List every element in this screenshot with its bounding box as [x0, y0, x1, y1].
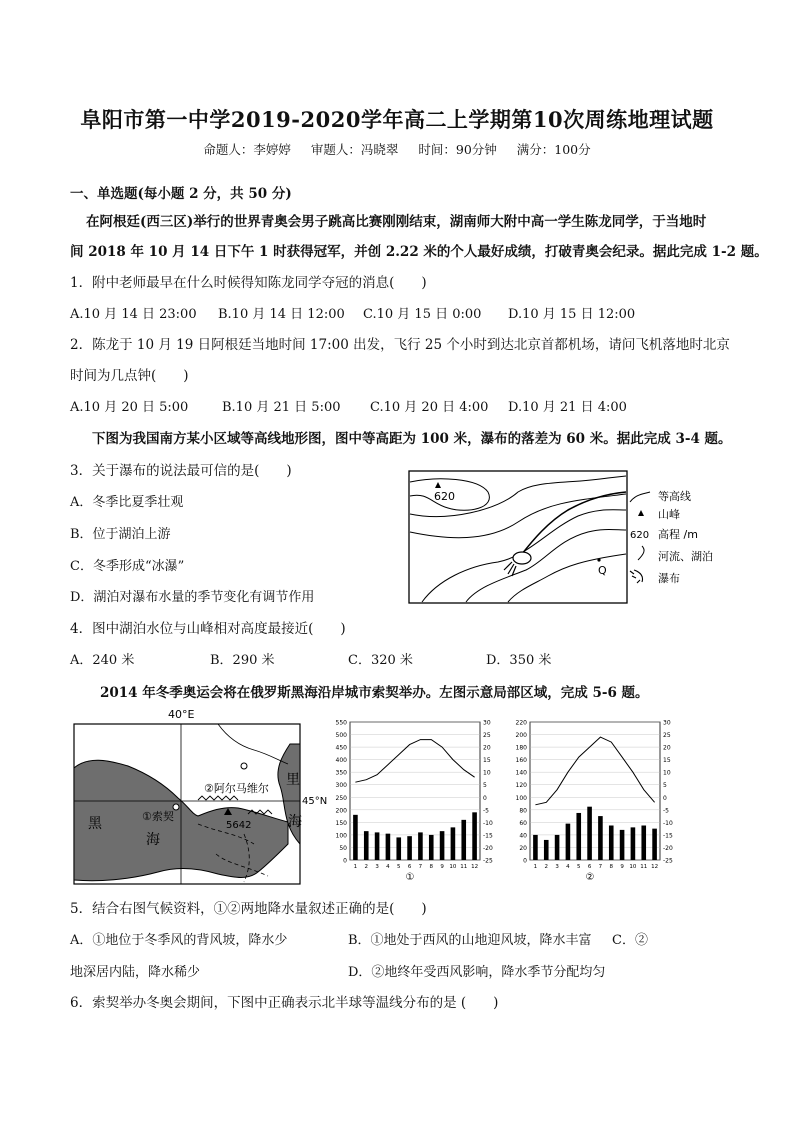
- x-tick-label: 5: [577, 864, 581, 870]
- q4-option-c: C．320 米: [348, 653, 413, 668]
- q5-option-d: D．②地终年受西风影响，降水季节分配均匀: [348, 965, 606, 980]
- q3-stem: 3．关于瀑布的说法最可信的是( ): [70, 463, 292, 479]
- right-tick-label: 15: [483, 757, 491, 765]
- section-heading: 一、单选题(每小题 2 分，共 50 分): [70, 186, 292, 202]
- left-tick-label: 100: [335, 832, 347, 840]
- precip-bar: [544, 840, 549, 860]
- right-tick-label: 10: [483, 769, 491, 777]
- left-tick-label: 20: [519, 844, 527, 852]
- precip-bar: [429, 835, 434, 860]
- precip-bar: [533, 835, 538, 860]
- right-tick-label: 25: [663, 732, 671, 740]
- precip-bar: [396, 837, 401, 860]
- q5-option-c-part-2: 地深居内陆，降水稀少: [70, 965, 201, 980]
- q2-option-b: B.10 月 21 日 5:00: [222, 400, 341, 415]
- right-tick-label: -5: [663, 807, 669, 815]
- q3-option-a: A．冬季比夏季壮观: [70, 495, 184, 510]
- left-tick-label: 100: [515, 794, 527, 802]
- q4-option-b: B．290 米: [210, 653, 275, 668]
- precip-bar: [555, 835, 560, 860]
- q3-option-b: B．位于湖泊上游: [70, 527, 171, 542]
- right-tick-label: -25: [663, 857, 673, 865]
- chart-1-title: ①: [405, 872, 415, 883]
- x-tick-label: 2: [364, 864, 368, 870]
- right-tick-label: -20: [483, 844, 493, 852]
- left-tick-label: 40: [519, 832, 527, 840]
- caspian-label-2: 海: [288, 814, 302, 830]
- city-sochi: ①索契: [142, 810, 174, 823]
- legend-fall-icon: [630, 570, 643, 583]
- q5-option-a: A．①地位于冬季风的背风坡，降水少: [70, 933, 288, 948]
- legend-river: 河流、湖泊: [658, 550, 713, 563]
- left-tick-label: 350: [335, 769, 347, 777]
- right-tick-label: 0: [483, 794, 487, 802]
- q2-stem-line-1: 2．陈龙于 10 月 19 日阿根廷当地时间 17:00 出发，飞行 25 个小时到达北京首都机场，请问飞机落地时北京: [70, 337, 730, 353]
- q2-option-a: A.10 月 20 日 5:00: [70, 400, 189, 415]
- left-tick-label: 80: [519, 807, 527, 815]
- q1-option-d: D.10 月 15 日 12:00: [508, 307, 636, 322]
- legend-contour-icon: [630, 492, 650, 502]
- page-title: 阜阳市第一中学2019-2020学年高二上学期第10次周练地理试题: [80, 107, 714, 132]
- right-tick-label: 10: [663, 769, 671, 777]
- q1-stem: 1．附中老师最早在什么时候得知陈龙同学夺冠的消息( ): [70, 275, 427, 291]
- x-tick-label: 8: [609, 864, 613, 870]
- q2-option-d: D.10 月 21 日 4:00: [508, 400, 627, 415]
- left-tick-label: 200: [335, 807, 347, 815]
- contour-map: [408, 470, 713, 606]
- black-sea-label-2: 海: [146, 832, 160, 848]
- x-tick-label: 11: [460, 864, 468, 870]
- precip-bar: [440, 831, 445, 860]
- right-tick-label: 30: [483, 719, 491, 727]
- precip-bar: [641, 826, 646, 861]
- precip-bar: [587, 807, 592, 860]
- q5-option-b: B．①地处于西风的山地迎风坡，降水丰富: [348, 933, 592, 948]
- q4-option-a: A．240 米: [70, 653, 135, 668]
- precip-bar: [418, 832, 423, 860]
- x-tick-label: 7: [598, 864, 603, 870]
- legend-elev: 高程 /m: [658, 528, 698, 541]
- q3-option-c: C．冬季形成“冰瀑”: [70, 559, 185, 574]
- right-tick-label: -20: [663, 844, 673, 852]
- intro-3: 2014 年冬季奥运会将在俄罗斯黑海沿岸城市索契举办。左图示意局部区域，完成 5-6 题。: [100, 685, 649, 701]
- right-tick-label: 5: [663, 782, 667, 790]
- x-tick-label: 4: [566, 864, 570, 870]
- left-tick-label: 0: [343, 857, 347, 865]
- x-tick-label: 1: [533, 864, 538, 870]
- black-sea-label-1: 黑: [88, 816, 102, 832]
- point-q-dot: [597, 558, 600, 561]
- exam-meta: [0, 140, 794, 158]
- chart-1-frame: [350, 722, 480, 860]
- precip-bar: [386, 834, 391, 860]
- precip-bar: [375, 832, 380, 860]
- left-tick-label: 200: [515, 732, 527, 740]
- x-tick-label: 1: [353, 864, 358, 870]
- legend-contour: 等高线: [658, 490, 691, 503]
- legend-elev-value: 620: [630, 530, 650, 541]
- x-tick-label: 11: [640, 864, 648, 870]
- left-tick-label: 400: [335, 757, 347, 765]
- left-tick-label: 300: [335, 782, 347, 790]
- left-tick-label: 450: [335, 744, 347, 752]
- chart-2-left-axis: [516, 720, 528, 865]
- author: 命题人：李婷婷: [203, 142, 291, 157]
- right-tick-label: -15: [483, 832, 493, 840]
- left-tick-label: 60: [519, 819, 527, 827]
- climate-chart-1: [322, 716, 500, 884]
- right-tick-label: 25: [483, 732, 491, 740]
- precip-bar: [461, 820, 466, 860]
- left-tick-label: 120: [515, 782, 527, 790]
- caspian-label-1: 里: [286, 772, 300, 788]
- intro-1-line-1: 在阿根廷(西三区)举行的世界青奥会男子跳高比赛刚刚结束，湖南师大附中高一学生陈龙同学，于当地时: [86, 214, 707, 230]
- x-tick-label: 6: [587, 864, 592, 870]
- chart-1-left-axis: [336, 720, 348, 865]
- left-tick-label: 550: [335, 719, 347, 727]
- x-tick-label: 9: [440, 864, 444, 870]
- x-tick-label: 9: [620, 864, 624, 870]
- right-tick-label: -15: [663, 832, 673, 840]
- precip-bar: [353, 815, 358, 860]
- x-tick-label: 7: [418, 864, 423, 870]
- duration: 时间：90分钟: [418, 142, 497, 157]
- climate-chart-2: [502, 716, 680, 884]
- precip-bar: [620, 830, 625, 860]
- left-tick-label: 180: [515, 744, 527, 752]
- x-tick-label: 10: [629, 864, 637, 870]
- q3-option-d: D．湖泊对瀑布水量的季节变化有调节作用: [70, 590, 315, 605]
- precip-bar: [472, 812, 477, 860]
- left-tick-label: 250: [335, 794, 347, 802]
- precip-bar: [598, 816, 603, 860]
- x-tick-label: 2: [544, 864, 548, 870]
- right-tick-label: 20: [483, 744, 491, 752]
- legend-peak-icon: [638, 510, 644, 516]
- chart-2-title: ②: [585, 872, 595, 883]
- right-tick-label: -5: [483, 807, 489, 815]
- chart-1-x-axis: [354, 864, 478, 870]
- right-tick-label: 15: [663, 757, 671, 765]
- lake: [513, 552, 531, 564]
- x-tick-label: 10: [449, 864, 457, 870]
- armavir-dot: [241, 763, 247, 769]
- left-tick-label: 0: [523, 857, 527, 865]
- reviewer: 审题人：冯晓翠: [310, 142, 399, 157]
- longitude-label: 40°E: [168, 708, 195, 721]
- legend-fall: 瀑布: [658, 572, 680, 585]
- q4-option-d: D．350 米: [486, 653, 552, 668]
- intro-1-line-2: 间 2018 年 10 月 14 日下午 1 时获得冠军，并创 2.22 米的个人最好成绩，打破青奥会纪录。据此完成 1-2 题。: [70, 244, 768, 260]
- right-tick-label: 20: [663, 744, 671, 752]
- precip-bar: [566, 824, 571, 860]
- q5-option-c-part-1: C．②: [612, 933, 648, 948]
- x-tick-label: 4: [386, 864, 390, 870]
- right-tick-label: -25: [483, 857, 493, 865]
- precip-bar: [451, 827, 456, 860]
- sochi-dot: [173, 804, 179, 810]
- q5-stem: 5．结合右图气候资料，①②两地降水量叙述正确的是( ): [70, 901, 427, 917]
- q1-option-b: B.10 月 14 日 12:00: [218, 307, 345, 322]
- precip-bar: [631, 827, 636, 860]
- left-tick-label: 500: [335, 732, 347, 740]
- left-tick-label: 50: [339, 844, 347, 852]
- x-tick-label: 6: [407, 864, 412, 870]
- q6-stem: 6．索契举办冬奥会期间，下图中正确表示北半球等温线分布的是 ( ): [70, 995, 499, 1011]
- point-q-label: Q: [598, 564, 607, 577]
- q1-option-a: A.10 月 14 日 23:00: [70, 307, 197, 322]
- full-score: 满分：100分: [516, 142, 591, 157]
- city-armavir: ②阿尔马维尔: [204, 782, 269, 795]
- chart-2-x-axis: [534, 864, 658, 870]
- left-tick-label: 150: [335, 819, 347, 827]
- right-tick-label: -10: [483, 819, 493, 827]
- right-tick-label: 0: [663, 794, 667, 802]
- right-tick-label: 5: [483, 782, 487, 790]
- precip-bar: [364, 831, 369, 860]
- q1-option-c: C.10 月 15 日 0:00: [363, 307, 482, 322]
- intro-2: 下图为我国南方某小区域等高线地形图，图中等高距为 100 米，瀑布的落差为 60 米。据此完成 3-4 题。: [92, 431, 732, 447]
- x-tick-label: 12: [651, 864, 659, 870]
- peak-elevation: 5642: [226, 820, 252, 831]
- precip-bar: [407, 836, 412, 860]
- right-tick-label: -10: [663, 819, 673, 827]
- x-tick-label: 3: [555, 864, 559, 870]
- chart-2-right-axis: [663, 720, 673, 865]
- precip-bar: [576, 813, 581, 860]
- right-tick-label: 30: [663, 719, 671, 727]
- peak-value: 620: [434, 490, 455, 503]
- legend-peak: 山峰: [658, 508, 680, 521]
- q2-option-c: C.10 月 20 日 4:00: [370, 400, 489, 415]
- regional-map: [68, 704, 328, 886]
- q2-stem-line-2: 时间为几点钟( ): [70, 368, 189, 384]
- precip-bar: [609, 826, 614, 861]
- x-tick-label: 3: [375, 864, 379, 870]
- x-tick-label: 8: [429, 864, 433, 870]
- left-tick-label: 140: [515, 769, 527, 777]
- left-tick-label: 220: [515, 719, 527, 727]
- precip-bar: [652, 829, 657, 860]
- chart-1-right-axis: [483, 720, 493, 865]
- left-tick-label: 160: [515, 757, 527, 765]
- q4-stem: 4．图中湖泊水位与山峰相对高度最接近( ): [70, 621, 346, 637]
- x-tick-label: 5: [397, 864, 401, 870]
- x-tick-label: 12: [471, 864, 479, 870]
- latitude-label: 45°N: [302, 796, 328, 807]
- legend-river-icon: [638, 546, 644, 560]
